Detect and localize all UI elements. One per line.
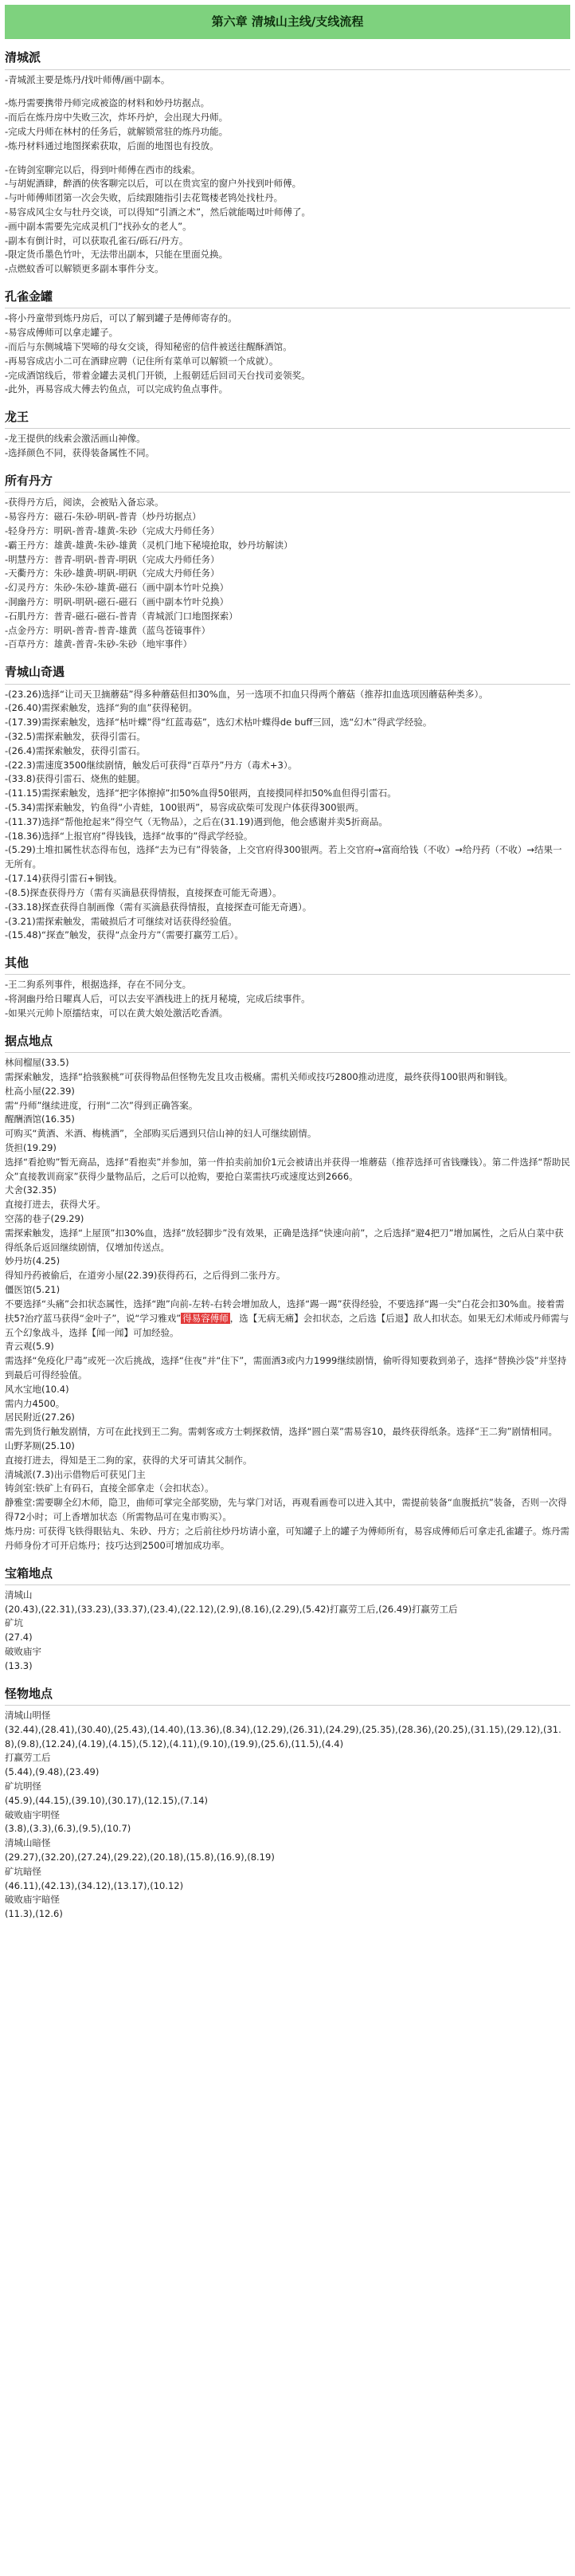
text-line: -(23.26)选择“让司天卫摘蘑菇”得多种蘑菇但扣30%血，另一选项不扣血只得两个蘑菇（推荐扣血选项因蘑菇种类多）。 [5,688,488,700]
text-line: -天衢丹方：朱砂-雄黄-明矾-明矾（完成大丹师任务） [5,567,220,579]
text-line: -百草丹方：雄黄-普青-朱砂-朱砂（地牢事件） [5,638,193,650]
section-heading: 所有丹方 [5,473,53,489]
section-heading: 青城山奇遇 [5,665,65,680]
text-line: -(11.37)选择“帮他抢起来”得空气（无物品），之后在(31.19)遇到他，他会感谢并卖5折商品。 [5,815,388,827]
text-line: -将小丹童带到炼丹房后，可以了解到罐子是傅师寄存的。 [5,312,237,324]
text-line: (5.44),(9.48),(23.49) [5,1766,100,1778]
divider [5,1705,570,1706]
text-line: (13.3) [5,1659,33,1671]
text-line: -(8.5)探查获得丹方（需有买滴悬获得情报，直接探查可能无奇遇）。 [5,886,282,898]
text-line: 矿坑明怪 [5,1780,41,1792]
text-line: (27.4) [5,1632,33,1643]
line-list [5,688,570,944]
text-line: (32.44),(28.41),(30.40),(25.43),(14.40),(13.36),(8.34),(12.29),(26.31),(24.29),(25.35),(28.36),(20.25),(31.15),(29.12),(31.8),(9.8),(12.24),(4.19),(4.15),(5.12),(4.11),(9.10),(19.9),(25.6),(11.5),(4.4) [5,1723,561,1749]
text-line: -(26.40)需探索触发，选择“狗的血”获得秘钥。 [5,702,198,714]
section-qiyu [5,663,570,943]
text-line: -完成大丹师在林村的任务后，就解锁常驻的炼丹功能。 [5,125,229,137]
text-line: -点燃蚊香可以解锁更多副本事件分支。 [5,263,164,275]
line-text: 选择“看抢购”暂无商品，选择“看抱卖”并参加，第一件拍卖前加价1元会被请出并获得一堆蘑菇（推荐选择可省钱赚钱）。第二件选择“帮助民众”直接教训商家”获得少量物品后，之后可以抢购，要抢白菜需扶巧或速度达到2666。 [5,1156,570,1182]
text-line: -(33.8)获得引雷石、烧焦的蛙腿。 [5,773,146,785]
text-line: -(22.3)需速度3500继续剧情，触发后可获得“百草丹”丹方（毒术+3）。 [5,759,298,771]
text-line: (11.3),(12.6) [5,1908,63,1920]
line-text: 清城派(7.3)出示借物后可获见门主 [5,1468,146,1480]
text-line: -轻身丹方：明矾-普青-雄黄-朱砂（完成大丹师任务） [5,524,220,536]
line-text: 直接打进去，得知是王二狗的家，获得的犬牙可请其父制作。 [5,1454,252,1466]
text-line [5,1439,570,1454]
text-line: (45.9),(44.15),(39.10),(30.17),(12.15),(7.14) [5,1794,209,1806]
text-line: -(17.14)获得引雷石+铜钱。 [5,873,123,885]
text-line: -炼丹需要携带丹师完成被盗的材料和妙丹坊据点。 [5,97,210,109]
text-line [5,1269,570,1283]
line-text: 醒酬酒馆(16.35) [5,1113,75,1125]
text-line [5,1056,570,1070]
text-line: -(33.18)探查获得自制画像（需有买滴悬获得情报，直接探查可能无奇遇）。 [5,901,312,913]
line-text: 青云观(5.9) [5,1341,54,1353]
section-heading: 孔雀金罐 [5,289,53,304]
section-heading: 据点地点 [5,1033,53,1048]
text-line: -点金丹方：明矾-普青-普青-雄黄（蓝鸟苍镜事件） [5,624,211,636]
line-text: 不要选择“头痛”会扣状态属性，选择“跑”向前-左转-右转会增加敌人，选择“踢一踢”获得经验，不要选择“踢一尖”白花会扣30%血。接着需扶5?治疗蓝马获得“金叶子”，说“学习雅戏” [5,1298,565,1324]
section-heading: 龙王 [5,410,29,425]
text-line: -如果兴元帅卜原擂结束，可以在黄大娘处激活吃香酒。 [5,1007,229,1019]
line-text: 货担(19.29) [5,1141,57,1153]
text-line: 清城山明怪 [5,1709,51,1721]
line-text: 需“丹师”继续进度，行刑“二次”得到正确答案。 [5,1099,198,1111]
text-line: -再易容成店小二可在酒肆应聘（记住所有菜单可以解锁一个成就）。 [5,355,279,367]
text-line: -霸王丹方：雄黄-雄黄-朱砂-雄黄（灵机门地下秘境抢取，妙丹坊解读） [5,539,293,551]
text-line: -此外，再易容成大傅去钓鱼点，可以完成钓鱼点事件。 [5,383,229,395]
text-line [5,1496,570,1525]
divider [5,684,570,685]
text-line [5,1212,570,1227]
page-title: 第六章 清城山主线/支线流程 [5,5,570,39]
line-text: 铸剑室:铁矿上有码石，直接全部拿走（会扣状态）。 [5,1482,214,1494]
line-text: 炼丹房: 可获得飞铁得眼钻丸、朱砂、丹方；之后前往炒丹坊请小童，可知罐子上的罐子为傅师所有，易容成傅师后可拿走孔雀罐子。炼丹需丹师身份才可开启炼丹；技巧达到2500可增加成功率。 [5,1525,570,1551]
text-line: -在铸剑室聊完以后，得到叶师傅在西市的线索。 [5,163,201,175]
text-line: -洞幽丹方：明矾-明矾-磁石-磁石（画中副本竹叶兑换） [5,596,229,607]
text-line [5,1070,570,1085]
line-text: 需内力4500。 [5,1397,65,1409]
text-line: 破败庙宇暗怪 [5,1894,60,1906]
text-line [5,1156,570,1184]
section-kongque [5,288,570,397]
text-line: -易容成傅师可以拿走罐子。 [5,327,119,339]
section-heading: 其他 [5,956,29,971]
line-text: 风水宝地(10.4) [5,1383,69,1395]
text-line: -幻灵丹方：朱砂-朱砂-雄黄-磁石（画中副本竹叶兑换） [5,582,229,594]
divider [5,1052,570,1053]
text-line [5,1482,570,1496]
section-baoxiang [5,1565,570,1674]
text-line [5,1227,570,1255]
text-line [5,1525,570,1553]
section-guaiwu [5,1685,570,1922]
text-line: -与胡妮酒肆，醉酒的侠客聊完以后，可以在贵宾室的窗户外找到叶师傅。 [5,178,302,190]
divider [5,492,570,493]
text-line: -(3.21)需探索触发，需破损后才可继续对话获得经验值。 [5,915,237,927]
text-line: -(32.5)需探索触发，获得引雷石。 [5,730,146,742]
line-text: 需探索触发，选择“上屋顶”扣30%血，选择“放轻脚步”没有效果，正确是选择“快速向前”，之后选择“避4把刀”增加属性，之后从白菜中获得纸条后返回继续剧情，仅增加传送点。 [5,1227,564,1253]
text-line: -选择颜色不同，获得装备属性不同。 [5,447,155,459]
line-text: 可购买“黄酒、米酒、梅桃酒”，全部购买后遇到只信山神的妇人可继续剧情。 [5,1128,317,1140]
line-list [5,1709,570,1922]
text-line: (46.11),(42.13),(34.12),(13.17),(10.12) [5,1879,184,1891]
text-line [5,1354,570,1383]
line-text: 静雅堂:需要聊全幻木师，隐卫，曲师可掌完全部奖励，先与掌门对话，再观看画卷可以进入其中，需提前装备“血腹抵抗”装备，否则一次得得72小时；可上香增加状态（所需物品可在鬼市购买）。 [5,1497,567,1523]
text-line [5,1255,570,1269]
text-line: -(11.15)需探索触发，选择“把字体擦掉”扣50%血得50银两，直接摸同样扣50%血但得引雷石。 [5,787,397,799]
line-list [5,312,570,397]
text-line: -(5.29)土堆扣属性状态得布包，选择“去为已有”得装备，上交官府得300银两。若上交官府→富商给钱（不收）→给丹药（不收）→结果一无所有。 [5,844,562,870]
text-line: 破败庙宇明怪 [5,1808,60,1820]
line-list [5,432,570,461]
line-text: 僵医馆(5.21) [5,1284,61,1296]
text-line: 矿坑暗怪 [5,1865,41,1877]
text-line: -龙王提供的线索会激活画山神像。 [5,433,146,445]
text-line [5,1340,570,1354]
text-line: -而后在炼丹房中失败三次，炸坏丹炉，会出现大丹师。 [5,112,229,124]
line-text: 需选择“免疫化尸毒”或死一次后挑战，选择“住夜”并“住下”，需面酒3或内力1999继续剧情，偷听得知要救到弟子，选择“替换沙袋”并坚持到最后可得经验值。 [5,1355,567,1380]
text-line [5,1141,570,1156]
line-text: 杜高小屋(22.39) [5,1085,75,1097]
text-line [5,1468,570,1482]
text-line: (29.27),(32.20),(27.24),(29.22),(20.18),(15.8),(16.9),(8.19) [5,1852,275,1863]
text-line [5,1425,570,1439]
section-heading: 怪物地点 [5,1686,53,1701]
line-text: 需探索触发，选择“拾骇猴桃”可获得物品但怪物先发且攻击极痛。需机关师或技巧2800推动进度，最终获得100银两和铜钱。 [5,1070,514,1082]
text-line: -王二狗系列事件，根据选择，存在不同分支。 [5,979,192,991]
line-text: 居民附近(27.26) [5,1412,75,1423]
text-line: -(18.36)选择“上报官府”得钱钱，选择“故事的”得武学经验。 [5,830,253,842]
line-text: 直接打进去，获得犬牙。 [5,1199,106,1211]
text-line: -与叶师傅师团第一次会失败，后续跟随指引去花鸳楼老鸨处找杜丹。 [5,192,284,204]
text-line [5,1099,570,1113]
text-line: 打赢劳工后 [5,1752,51,1764]
text-line: -炼丹材料通过地图探索获取，后面的地图也有投放。 [5,139,219,151]
text-line: -(15.48)“探查”触发，获得“点金丹方”（需要打赢劳工后）。 [5,929,244,941]
text-line [5,1113,570,1127]
text-line: (3.8),(3.3),(6.3),(9.5),(10.7) [5,1823,131,1835]
section-qingcheng [5,49,570,277]
section-heading: 宝箱地点 [5,1565,53,1581]
text-line: -明慧丹方：普青-明矾-普青-明矾（完成大丹师任务） [5,553,220,565]
line-text: 犬舍(32.35) [5,1184,57,1196]
text-line: -石肌丹方：普青-磁石-磁石-普青（青城派门口地图探索） [5,610,238,622]
text-line [5,1127,570,1141]
divider [5,428,570,429]
text-line [5,1383,570,1397]
text-line: -获得丹方后，阅读，会被贴入备忘录。 [5,497,164,509]
section-longwang [5,408,570,461]
line-text: 得知丹药被偷后，在道旁小屋(22.39)获得药石，之后得到二张丹方。 [5,1270,286,1282]
text-line: 清城山暗怪 [5,1837,51,1849]
text-line [5,1085,570,1099]
line-text: 林间榴屋(33.5) [5,1057,69,1069]
section-heading: 清城派 [5,50,41,65]
line-list [5,978,570,1020]
divider [5,974,570,975]
text-line [5,1184,570,1198]
text-line: 破败庙宇 [5,1646,41,1657]
line-text: 需先到货行触发剧情，方可在此找到王二狗。需刺客或方士刺探救情，选择“圆白菜”需易容10，最终获得纸条。选择“王二狗”剧情相同。 [5,1426,557,1438]
text-line: 矿坑 [5,1617,23,1629]
section-danfang [5,472,570,652]
text-line: (20.43),(22.31),(33.23),(33.37),(23.4),(22.12),(2.9),(8.16),(2.29),(5.42)打赢劳工后,(26.49)打赢劳工后 [5,1603,458,1615]
line-text-tail: ，选【无病无痛】会扣状态，之后选【后退】敌人扣状态。如果无幻术师或丹师需与五个幻象战斗，选择【闻一闻】可加经验。 [5,1312,569,1338]
spacer [5,154,570,163]
line-text: 妙丹坊(4.25) [5,1255,61,1267]
spacer [5,87,570,96]
text-line [5,1283,570,1298]
text-line [5,1397,570,1412]
text-line: -将洞幽丹给日曜真人后，可以去安平酒栈进上的抚月秘境，完成后续事件。 [5,993,311,1005]
text-line: -完成酒馆线后，带着金罐去灵机门开锁，上报朝廷后回司天台找司妾领奖。 [5,369,311,381]
text-line: -画中副本需要先完成灵机门“找孙女的老人”。 [5,220,192,232]
text-line: -(17.39)需探索触发，选择“枯叶蝶”得“红蓝毒菇”，选幻术枯叶蝶得de buff三回，选“幻木”得武学经验。 [5,717,432,728]
text-line: -限定货币墨色竹叶，无法带出副本，只能在里面兑换。 [5,249,229,261]
text-line: -而后与东侧城墙下哭啼的母女交谈，得知秘密的信件被送往醒酥酒馆。 [5,340,292,352]
text-line: -易容成风尘女与牡丹交谈，可以得知“引酒之术”，然后就能喝过叶师傅了。 [5,206,311,218]
text-line: -副本有倒计时，可以获取孔雀石/砾石/丹方。 [5,234,189,246]
divider [5,1584,570,1585]
text-line: -(5.34)需探索触发，钓鱼得“小青蛙，100银两”，易容成砍柴可发现户体获得300银两。 [5,802,365,813]
line-text: 山野茅厕(25.10) [5,1440,75,1451]
text-line [5,1411,570,1425]
line-list [5,496,570,652]
text-line: -青城派主要是炼丹/找叶师傅/画中副本。 [5,73,170,85]
text-line: -(26.4)需探索触发，获得引雷石。 [5,744,146,756]
highlight-text: 得易容傅师 [182,1312,229,1324]
line-list [5,1588,570,1674]
text-line [5,1454,570,1468]
divider [5,69,570,70]
text-line: -易容丹方：磁石-朱砂-明矾-普青（炒丹坊据点） [5,511,201,523]
text-line [5,1198,570,1212]
text-line [5,1298,570,1340]
text-line: 清城山 [5,1588,33,1600]
section-qita [5,954,570,1021]
line-text: 空荡的巷子(29.29) [5,1213,84,1224]
rich-line-list [5,1056,570,1553]
section-judian [5,1032,570,1553]
